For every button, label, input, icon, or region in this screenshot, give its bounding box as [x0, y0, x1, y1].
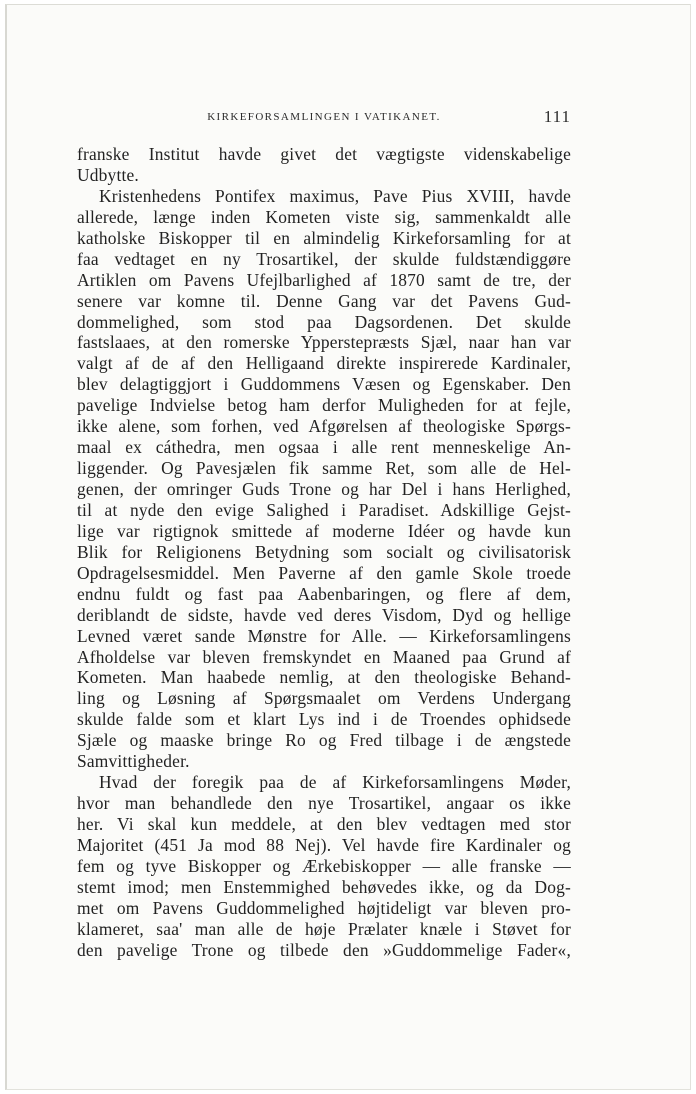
- text-line: katholske Biskopper til en almindelig Kirkeforsamling for at: [77, 227, 571, 248]
- text-line: faa vedtaget en ny Trosartikel, der skulde fuldstændiggøre: [77, 248, 571, 269]
- text-line: dommelighed, som stod paa Dagsordenen. Det skulde: [77, 311, 571, 332]
- text-line: Sjæle og maaske bringe Ro og Fred tilbage i de ængstede: [77, 730, 571, 751]
- book-page: [5, 4, 691, 1090]
- text-line: maal ex cáthedra, men ogsaa i alle rent menneskelige An-: [77, 437, 571, 458]
- text-line: senere var komne til. Denne Gang var det Pavens Gud-: [77, 290, 571, 311]
- text-line: ling og Løsning af Spørgsmaalet om Verdens Undergang: [77, 688, 571, 709]
- text-line: blev delagtiggjort i Guddommens Væsen og Egenskaber. Den: [77, 374, 571, 395]
- text-line: stemt imod; men Enstemmighed behøvedes ikke, og da Dog-: [77, 876, 571, 897]
- text-line: til at nyde den evige Salighed i Paradiset. Adskillige Gejst-: [77, 499, 571, 520]
- text-line: Levned været sande Mønstre for Alle. — Kirkeforsamlingens: [77, 625, 571, 646]
- text-line: lige var rigtignok smittede af moderne Idéer og havde kun: [77, 520, 571, 541]
- text-line: deriblandt de sidste, havde ved deres Visdom, Dyd og hellige: [77, 604, 571, 625]
- text-line: fastslaaes, at den romerske Ypperstepræsts Sjæl, naar han var: [77, 332, 571, 353]
- text-line: den pavelige Trone og tilbede den »Guddommelige Fader«,: [77, 939, 571, 960]
- text-line: skulde falde som et klart Lys ind i de Troendes ophidsede: [77, 709, 571, 730]
- text-line: klameret, saa' man alle de høje Prælater knæle i Støvet for: [77, 918, 571, 939]
- text-line: Artiklen om Pavens Ufejlbarlighed af 1870 samt de tre, der: [77, 269, 571, 290]
- text-line: Hvad der foregik paa de af Kirkeforsamlingens Møder,: [99, 772, 571, 793]
- text-line: met om Pavens Guddommelighed højtideligt var bleven pro-: [77, 897, 571, 918]
- text-line: franske Institut havde givet det vægtigste videnskabelige: [77, 144, 571, 164]
- text-line: valgt af de af den Helligaand direkte inspirerede Kardinaler,: [77, 353, 571, 374]
- text-line: Udbytte.: [77, 164, 139, 185]
- text-line: allerede, længe inden Kometen viste sig, sammenkaldt alle: [77, 206, 571, 227]
- text-line: endnu fuldt og fast paa Aabenbaringen, og flere af dem,: [77, 583, 571, 604]
- running-title: KIRKEFORSAMLINGEN I VATIKANET.: [207, 111, 441, 123]
- text-line: genen, der omringer Guds Trone og har Del i hans Herlighed,: [77, 479, 571, 499]
- running-head: [77, 109, 571, 127]
- page-number: 111: [543, 107, 571, 126]
- text-line: Kristenhedens Pontifex maximus, Pave Pius XVIII, havde: [99, 185, 571, 206]
- text-line: Kometen. Man haabede nemlig, at den theologiske Behand-: [77, 667, 571, 688]
- text-line: Afholdelse var bleven fremskyndet en Maaned paa Grund af: [77, 646, 571, 667]
- text-line: liggender. Og Pavesjælen fik samme Ret, som alle de Hel-: [77, 458, 571, 479]
- text-line: her. Vi skal kun meddele, at den blev vedtagen med stor: [77, 814, 571, 834]
- body-text: [77, 144, 571, 961]
- text-line: Blik for Religionens Betydning som socialt og civilisatorisk: [77, 541, 571, 562]
- text-line: Samvittigheder.: [77, 751, 190, 772]
- text-line: hvor man behandlede den nye Trosartikel, angaar os ikke: [77, 793, 571, 814]
- text-line: Opdragelsesmiddel. Men Paverne af den gamle Skole troede: [77, 562, 571, 583]
- text-line: Majoritet (451 Ja mod 88 Nej). Vel havde fire Kardinaler og: [77, 834, 571, 855]
- text-line: ikke alene, som forhen, ved Afgørelsen af theologiske Spørgs-: [77, 416, 571, 437]
- text-line: fem og tyve Biskopper og Ærkebiskopper — alle franske —: [77, 855, 571, 876]
- text-line: pavelige Indvielse betog ham derfor Muligheden for at fejle,: [77, 395, 571, 416]
